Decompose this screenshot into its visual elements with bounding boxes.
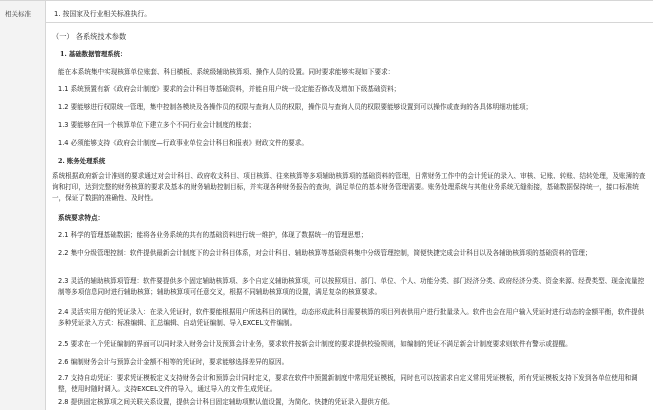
subsection-heading-1: 1. 基础数据管理系统： <box>60 50 127 58</box>
list-item: 2.6 编制财务会计与预算会计金额不相等的凭证时，要求能够选择差异的原因。 <box>58 358 289 366</box>
list-item: 1.1 系统预置有新《政府会计制度》要求的会计科目等基础资料，并能自用户统一设定能否修改及增加下级基础资料； <box>58 85 401 93</box>
list-item: 2.4 灵活实用方便的凭证录入：在录入凭证时，软件要能根据用户所选科目的属性，动态形成此科目需要核算的项目列表供用户进行批量录入。软件也会在用户输入凭证时进行动态的金额平衡，软件提供多种凭证录入方式：标准编辑、汇总编辑、自动凭证编制、导入EXCEL文件编制。 <box>58 308 645 327</box>
list-item: 2.2 集中分级管理控制：软件提供最新会计制度下的会计科目体系，对会计科目、辅助核算等基础资料集中分级管理控制，简便快捷完成会计科目以及各辅助核算项的基础资料的管理； <box>58 249 592 257</box>
list-item: 2.8 提供固定核算项之间关联关系设置，提供会计科目固定辅助项默认值设置，为简化、快捷的凭证录入提供方便。 <box>58 398 394 406</box>
section-heading: （一） 各系统技术参数 <box>52 32 127 41</box>
list-item: 2.1 科学的管理基础数据；能将各业务系统的共有的基础资料进行统一维护，体现了数据统一的管理思想； <box>58 231 368 239</box>
subsection-heading-2: 2. 账务处理系统 <box>58 157 106 165</box>
list-item: 2.3 灵活的辅助核算项管理：软件要提供多个固定辅助核算项、多个自定义辅助核算项，可以按照项目、部门、单位、个人、功能分类、部门经济分类、政府经济分类、资金来源、经费类型、现金流量控制等多项信息同时进行辅助核算；辅助核算项可任意交叉，根据不同辅助核算项的设置，满足复杂的核算要求。 <box>58 277 645 296</box>
requirements-heading: 系统要求特点： <box>58 214 105 222</box>
list-item: 1.4 必须能够支持《政府会计制度—行政事业单位会计科目和报表》财政文件的要求。 <box>58 139 308 147</box>
list-item: 1.2 要能够进行权限统一管理，集中控制各模块及各操作员的权限与查询人员的权限，操作员与查询人员的权限要能够设置到可以操作或查询的各具体明细功能项； <box>58 103 533 111</box>
intro-paragraph: 能在本系统集中实现核算单位账套、科目横板、系统级辅助核算项、操作人员的设置。同时要求能够实现如下要求： <box>58 68 395 76</box>
list-item: 2.5 要求在一个凭证编制的界面可以同时录入财务会计及预算会计业务，要求软件按新会计制度的要求提供校验规则，如编制的凭证不满足新会计制度要求则软件有警示或提醒。 <box>58 340 572 348</box>
list-item: 2.7 支持自动凭证：要求凭证模板定义支持财务会计和预算会计同时定义，要求在软件中预置新制度中常用凭证模板，同时也可以按需求自定义常用凭证模板，所有凭证模板支持下发到各单位使用和调整，使用时随时调入。支持EXCEL文件的导入，通过导入的文件生成凭证。 <box>58 374 638 393</box>
list-item: 1.3 要能够在同一个核算单位下建立多个不同行业会计制度的账套； <box>58 121 256 129</box>
account-paragraph: 系统根据政府新会计准则的要求通过对会计科目、政府收支科目、项目核算、往来核算等多项辅助核算项的基础资料的管理，日常财务工作中的会计凭证的录入、审核、记账、转账、结转处理，及账簿的查询和打印，达到完整的财务核算的要求及基本的财务辅助控制目标，并实现各种财务报告的查询，满足单位的基本财务管理需要。账务处理系统与其他业务系统无缝衔接，基础数据保持统一，接口标准统一，保证了数据的准确性、及时性。 <box>52 172 646 202</box>
label-column <box>0 1 46 410</box>
standards-text: 1. 按国家及行业相关标准执行。 <box>54 10 152 18</box>
row-label: 相关标准 <box>5 10 31 18</box>
standards-row <box>46 1 653 23</box>
